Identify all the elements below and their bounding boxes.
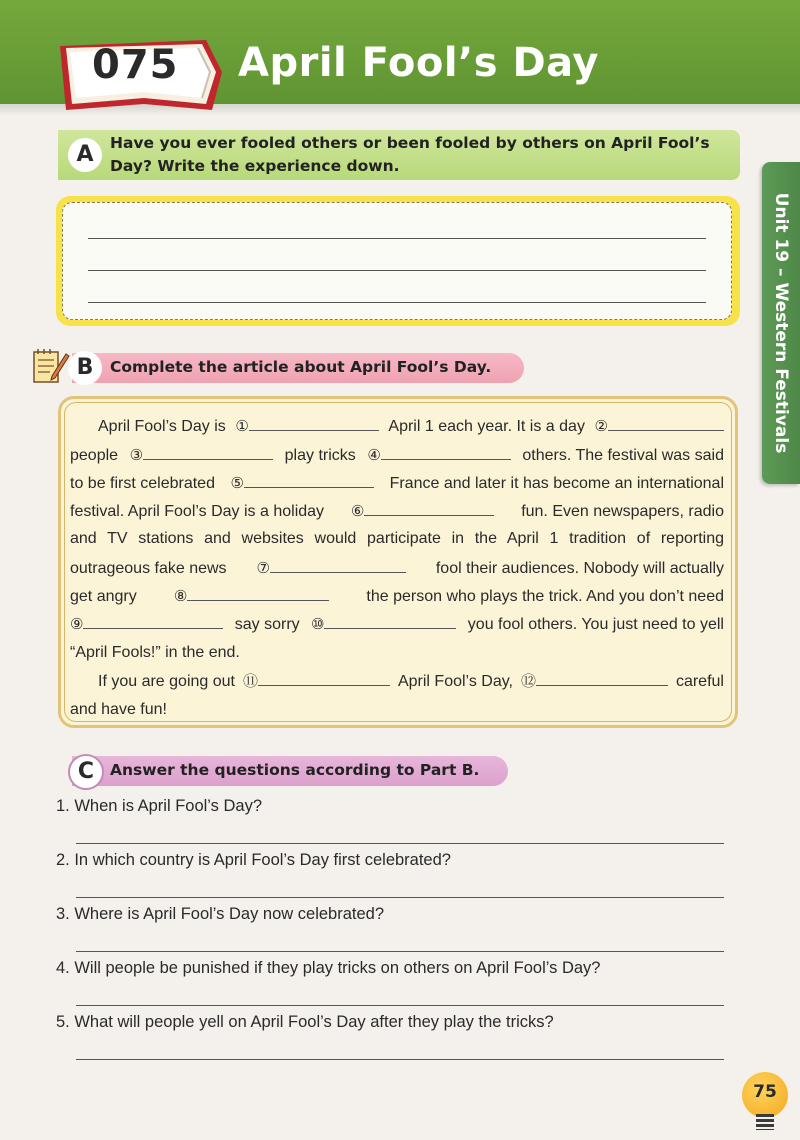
answer-line-1[interactable] xyxy=(76,843,724,844)
section-a-instruction-line2: Day? Write the experience down. xyxy=(110,157,400,175)
article-text: France and later it has become an international xyxy=(389,475,724,492)
blank-number: ② xyxy=(594,417,608,435)
answer-line-3[interactable] xyxy=(76,951,724,952)
page-title: April Fool’s Day xyxy=(238,40,600,86)
section-b-letter: B xyxy=(68,351,102,385)
section-c-instruction: Answer the questions according to Part B. xyxy=(110,761,480,779)
writing-line[interactable] xyxy=(88,238,706,239)
article-text: April 1 each year. It is a day xyxy=(388,418,585,435)
blank-number: ⑦ xyxy=(256,559,270,577)
article-text: If you are going out xyxy=(98,673,235,690)
blank-number: ⑫ xyxy=(520,672,536,690)
section-b-instruction: Complete the article about April Fool’s Day. xyxy=(110,358,492,376)
article-text: play tricks xyxy=(284,447,356,464)
article-line xyxy=(70,582,724,610)
notepad-pencil-icon xyxy=(30,346,70,386)
blank-2[interactable] xyxy=(608,412,724,431)
article-line xyxy=(70,469,724,497)
answer-line-2[interactable] xyxy=(76,897,724,898)
article-text: others. The festival was said xyxy=(522,447,724,464)
question-1: 1. When is April Fool’s Day? xyxy=(56,797,263,815)
article-text: and TV stations and websites would participate in the April 1 tradition of reporting xyxy=(70,530,724,547)
article-text: the person who plays the trick. And you don’t need xyxy=(366,588,724,605)
section-c-letter: C xyxy=(68,754,104,790)
blank-8[interactable] xyxy=(187,582,329,601)
section-a-letter: A xyxy=(68,138,102,172)
article-line xyxy=(98,667,724,695)
article-line xyxy=(70,441,724,469)
article-text: and have fun! xyxy=(70,701,167,718)
article-line xyxy=(70,639,724,667)
answer-line-4[interactable] xyxy=(76,1005,724,1006)
blank-number: ⑥ xyxy=(350,502,365,520)
article-line xyxy=(70,696,724,724)
article-text: get angry xyxy=(70,588,137,605)
article-text: outrageous fake news xyxy=(70,560,227,577)
question-3: 3. Where is April Fool’s Day now celebrated? xyxy=(56,905,385,923)
article-text: fool their audiences. Nobody will actually xyxy=(435,560,724,577)
article-line xyxy=(70,610,724,638)
blank-number: ⑩ xyxy=(311,615,325,633)
blank-number: ⑨ xyxy=(70,615,84,633)
article-line xyxy=(70,497,724,525)
blank-4[interactable] xyxy=(381,441,511,460)
article-text: say sorry xyxy=(234,616,300,633)
article-text: “April Fools!” in the end. xyxy=(70,644,240,661)
article-line xyxy=(98,412,724,440)
section-a-instruction-line1: Have you ever fooled others or been fooled by others on April Fool’s xyxy=(110,134,710,152)
blank-6[interactable] xyxy=(364,497,494,516)
article-line xyxy=(70,554,724,582)
lightbulb-base-icon xyxy=(756,1114,774,1130)
blank-number: ⑤ xyxy=(230,474,244,492)
blank-11[interactable] xyxy=(258,667,390,686)
page-number: 75 xyxy=(753,1082,777,1102)
article-text: festival. April Fool’s Day is a holiday xyxy=(70,503,325,520)
blank-7[interactable] xyxy=(270,554,406,573)
article-text: people xyxy=(70,447,119,464)
blank-3[interactable] xyxy=(143,441,273,460)
writing-line[interactable] xyxy=(88,270,706,271)
blank-9[interactable] xyxy=(83,610,223,629)
article-text: April Fool’s Day, xyxy=(397,673,513,690)
article-text: you fool others. You just need to yell xyxy=(467,616,724,633)
blank-number: ⑧ xyxy=(173,587,188,605)
blank-12[interactable] xyxy=(536,667,668,686)
blank-5[interactable] xyxy=(244,469,374,488)
article-line xyxy=(70,525,724,553)
answer-line-5[interactable] xyxy=(76,1059,724,1060)
blank-1[interactable] xyxy=(249,412,379,431)
question-4: 4. Will people be punished if they play tricks on others on April Fool’s Day? xyxy=(56,959,601,977)
question-2: 2. In which country is April Fool’s Day first celebrated? xyxy=(56,851,451,869)
question-5: 5. What will people yell on April Fool’s Day after they play the tricks? xyxy=(56,1013,554,1031)
writing-line[interactable] xyxy=(88,302,706,303)
article-text: to be first celebrated xyxy=(70,475,215,492)
blank-10[interactable] xyxy=(324,610,456,629)
unit-side-tab-label: Unit 19 – Western Festivals xyxy=(771,192,791,454)
article-text: fun. Even newspapers, radio xyxy=(521,503,724,520)
blank-number: ① xyxy=(235,417,249,435)
article-text: careful xyxy=(675,673,724,690)
article-text: April Fool’s Day is xyxy=(98,418,226,435)
blank-number: ④ xyxy=(367,446,381,464)
blank-number: ⑪ xyxy=(242,672,258,690)
blank-number: ③ xyxy=(129,446,144,464)
lesson-number: 075 xyxy=(92,42,179,88)
